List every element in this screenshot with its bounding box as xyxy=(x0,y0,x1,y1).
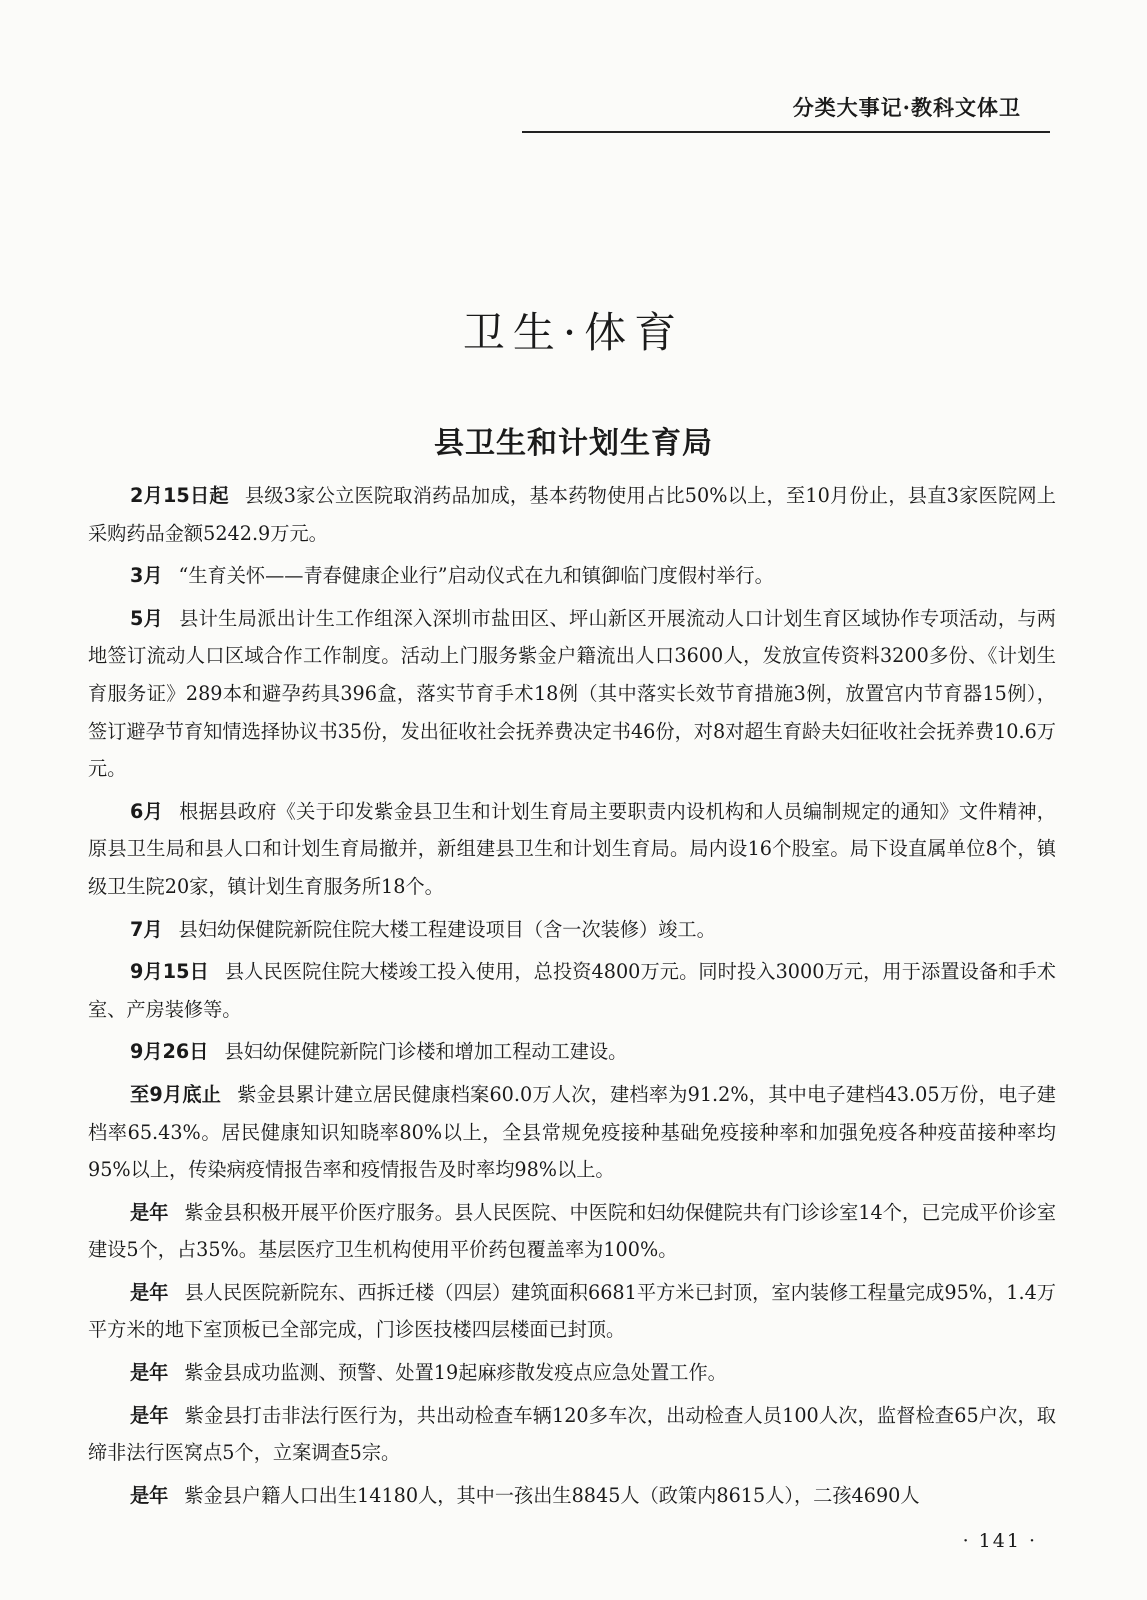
header-rule xyxy=(522,131,1050,133)
entry-text: 紫金县打击非法行医行为，共出动检查车辆120多车次，出动检查人员100人次，监督检查65户次，取缔非法行医窝点5个，立案调查5宗。 xyxy=(88,1403,1056,1465)
entry-text: 县妇幼保健院新院住院大楼工程建设项目（含一次装修）竣工。 xyxy=(178,917,716,941)
entry-text: 紫金县户籍人口出生14180人，其中一孩出生8845人（政策内8615人），二孩4690人 xyxy=(184,1483,920,1507)
entry-date: 9月15日 xyxy=(130,960,209,984)
entry-date: 是年 xyxy=(130,1280,169,1304)
entry-date: 是年 xyxy=(130,1403,169,1427)
entry-date: 6月 xyxy=(130,799,164,823)
section-title: 卫生·体育 xyxy=(462,308,685,358)
entry xyxy=(88,477,1056,552)
entry-date: 9月26日 xyxy=(130,1040,209,1064)
entry-date: 是年 xyxy=(130,1200,169,1224)
entry-date: 是年 xyxy=(130,1361,169,1385)
entry xyxy=(88,1397,1056,1472)
org-title: 县卫生和计划生育局 xyxy=(434,425,713,461)
entry xyxy=(88,1076,1056,1189)
entry-date: 7月 xyxy=(130,917,163,941)
entry xyxy=(88,1477,1056,1515)
entry-text: “生育关怀——青春健康企业行”启动仪式在九和镇御临门度假村举行。 xyxy=(178,564,774,588)
entries-list xyxy=(88,477,1056,1514)
entry-text: 县妇幼保健院新院门诊楼和增加工程动工建设。 xyxy=(224,1040,628,1064)
entry xyxy=(88,953,1056,1028)
entry-date: 5月 xyxy=(130,606,164,630)
entry-date: 3月 xyxy=(130,564,163,588)
entry-text: 县计生局派出计生工作组深入深圳市盐田区、坪山新区开展流动人口计划生育区域协作专项活动，与两地签订流动人口区域合作工作制度。活动上门服务紫金户籍流出人口3600人，发放宣传资料3200多份、《计划生育服务证》289本和避孕药具396盒，落实节育手术18例（其中落实长效节育措施3例，放置宫内节育器15例），签订避孕节育知情选择协议书35份，发出征收社会抚养费决定书46份，对8对超生育龄夫妇征收社会抚养费10.6万元。 xyxy=(88,606,1056,781)
entry xyxy=(88,1194,1056,1269)
entry-text: 紫金县成功监测、预警、处置19起麻疹散发疫点应急处置工作。 xyxy=(184,1361,727,1385)
entry-text: 县人民医院住院大楼竣工投入使用，总投资4800万元。同时投入3000万元，用于添置设备和手术室、产房装修等。 xyxy=(88,960,1056,1021)
entry xyxy=(88,1354,1056,1392)
entry-text: 县人民医院新院东、西拆迁楼（四层）建筑面积6681平方米已封顶，室内装修工程量完成95%，1.4万平方米的地下室顶板已全部完成，门诊医技楼四层楼面已封顶。 xyxy=(88,1280,1056,1342)
entry-text: 紫金县积极开展平价医疗服务。县人民医院、中医院和妇幼保健院共有门诊诊室14个，已完成平价诊室建设5个，占35%。基层医疗卫生机构使用平价药包覆盖率为100%。 xyxy=(88,1200,1057,1262)
entry xyxy=(88,600,1056,788)
entry xyxy=(88,557,1056,595)
entry-date: 至9月底止 xyxy=(130,1082,222,1106)
running-header: 分类大事记·教科文体卫 xyxy=(792,95,1021,120)
entry xyxy=(88,793,1056,906)
page-number: · 141 · xyxy=(962,1530,1037,1552)
entry-text: 根据县政府《关于印发紫金县卫生和计划生育局主要职责内设机构和人员编制规定的通知》文件精神，原县卫生局和县人口和计划生育局撤并，新组建县卫生和计划生育局。局内设16个股室。局下设直属单位8个，镇级卫生院20家，镇计划生育服务所18个。 xyxy=(88,799,1056,898)
entry-date: 是年 xyxy=(130,1483,169,1507)
entry-text: 县级3家公立医院取消药品加成，基本药物使用占比50%以上，至10月份止，县直3家医院网上采购药品金额5242.9万元。 xyxy=(88,484,1056,545)
entry-date: 2月15日起 xyxy=(130,484,229,507)
entry xyxy=(88,1274,1056,1349)
entry xyxy=(88,1033,1056,1071)
entry xyxy=(88,911,1056,949)
entry-text: 紫金县累计建立居民健康档案60.0万人次，建档率为91.2%，其中电子建档43.05万份，电子建档率65.43%。居民健康知识知晓率80%以上，全县常规免疫接种基础免疫接种率和加强免疫各种疫苗接种率均95%以上，传染病疫情报告率和疫情报告及时率均98%以上。 xyxy=(88,1082,1056,1182)
